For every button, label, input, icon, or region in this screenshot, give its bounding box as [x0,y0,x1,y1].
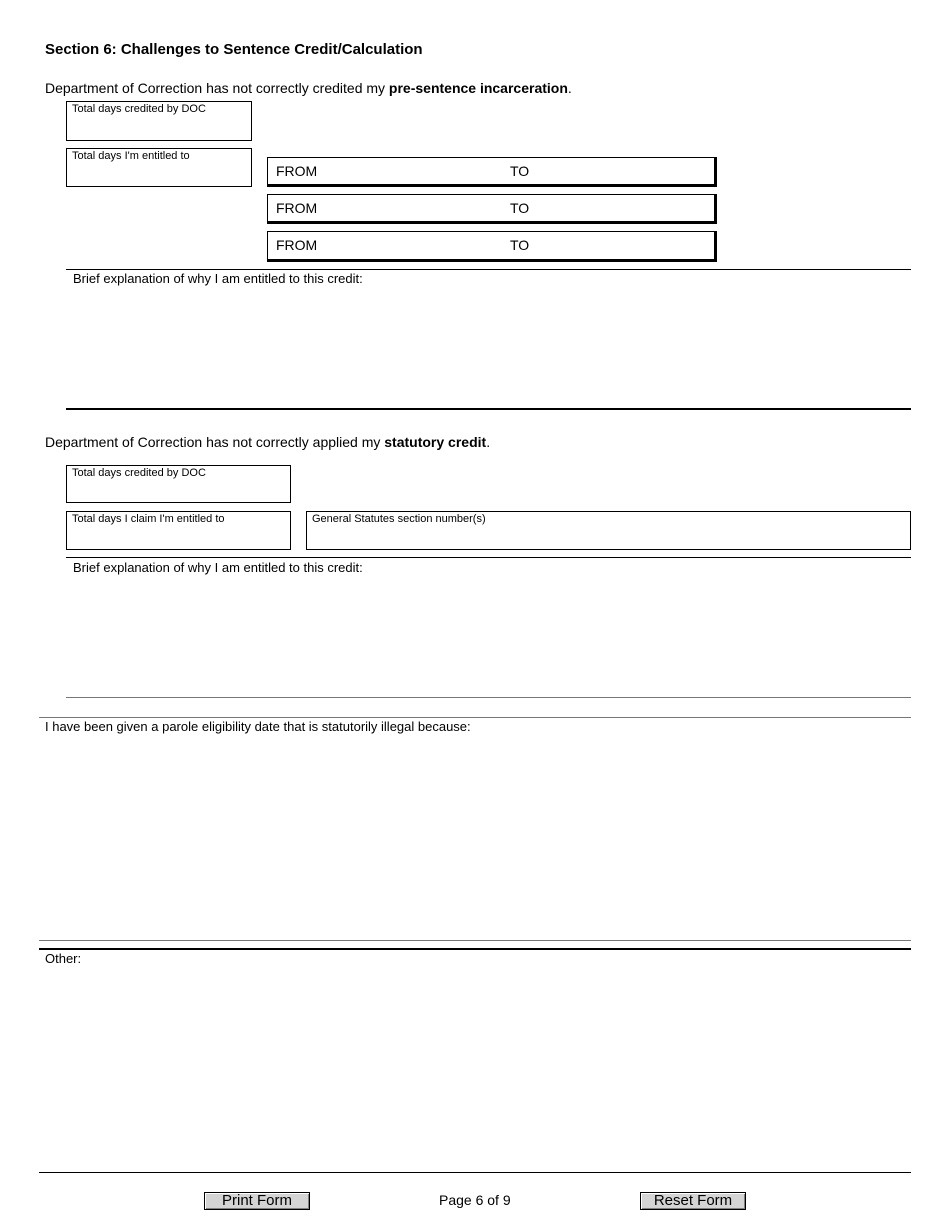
date-range-row-3[interactable] [267,231,717,262]
presentence-entitled-days-field[interactable] [66,148,252,187]
from-label: FROM [276,163,318,179]
divider [66,269,911,270]
date-range-row-2[interactable] [267,194,717,224]
date-range-row-1[interactable] [267,157,717,187]
statutory-statement-suffix: . [486,434,491,450]
presentence-doc-days-field[interactable] [66,101,252,141]
divider [39,940,911,941]
other-explanation-field[interactable] [39,970,911,1170]
statutory-statement-bold: statutory credit [384,434,487,450]
divider [66,408,911,410]
to-label: TO [510,200,530,216]
statutory-explanation-label: Brief explanation of why I am entitled to this credit: [73,560,363,575]
statutory-claim-days-field[interactable] [66,511,291,550]
presentence-statement [45,80,572,96]
statutory-explanation-field[interactable] [66,580,911,695]
to-label: TO [510,237,530,253]
divider [39,1172,911,1173]
statutory-statement [45,434,490,450]
from-label: FROM [276,200,318,216]
presentence-explanation-label: Brief explanation of why I am entitled to this credit: [73,271,363,286]
statutes-section-label: General Statutes section number(s) [312,513,486,525]
parole-label: I have been given a parole eligibility date that is statutorily illegal because: [45,719,471,734]
page-number: Page 6 of 9 [439,1192,511,1208]
presentence-doc-days-label: Total days credited by DOC [72,103,206,115]
presentence-entitled-days-label: Total days I'm entitled to [72,150,190,162]
section-title: Section 6: Challenges to Sentence Credit/Calculation [45,41,423,58]
statutory-doc-days-label: Total days credited by DOC [72,467,206,479]
reset-form-button[interactable]: Reset Form [640,1192,746,1210]
from-label: FROM [276,237,318,253]
statutory-claim-days-label: Total days I claim I'm entitled to [72,513,225,525]
presentence-statement-suffix: . [567,80,572,96]
presentence-statement-bold: pre-sentence incarceration [388,80,568,96]
statutory-doc-days-field[interactable] [66,465,291,503]
other-label: Other: [45,951,82,966]
parole-explanation-field[interactable] [39,738,911,938]
divider [39,948,911,950]
presentence-statement-prefix: Department of Correction has not correctly credited my [45,80,389,96]
print-form-button[interactable]: Print Form [204,1192,310,1210]
divider [39,717,911,718]
statutory-statement-prefix: Department of Correction has not correctly applied my [45,434,385,450]
divider [66,697,911,698]
statutes-section-field[interactable] [306,511,911,550]
to-label: TO [510,163,530,179]
presentence-explanation-field[interactable] [66,290,911,406]
divider [66,557,911,558]
